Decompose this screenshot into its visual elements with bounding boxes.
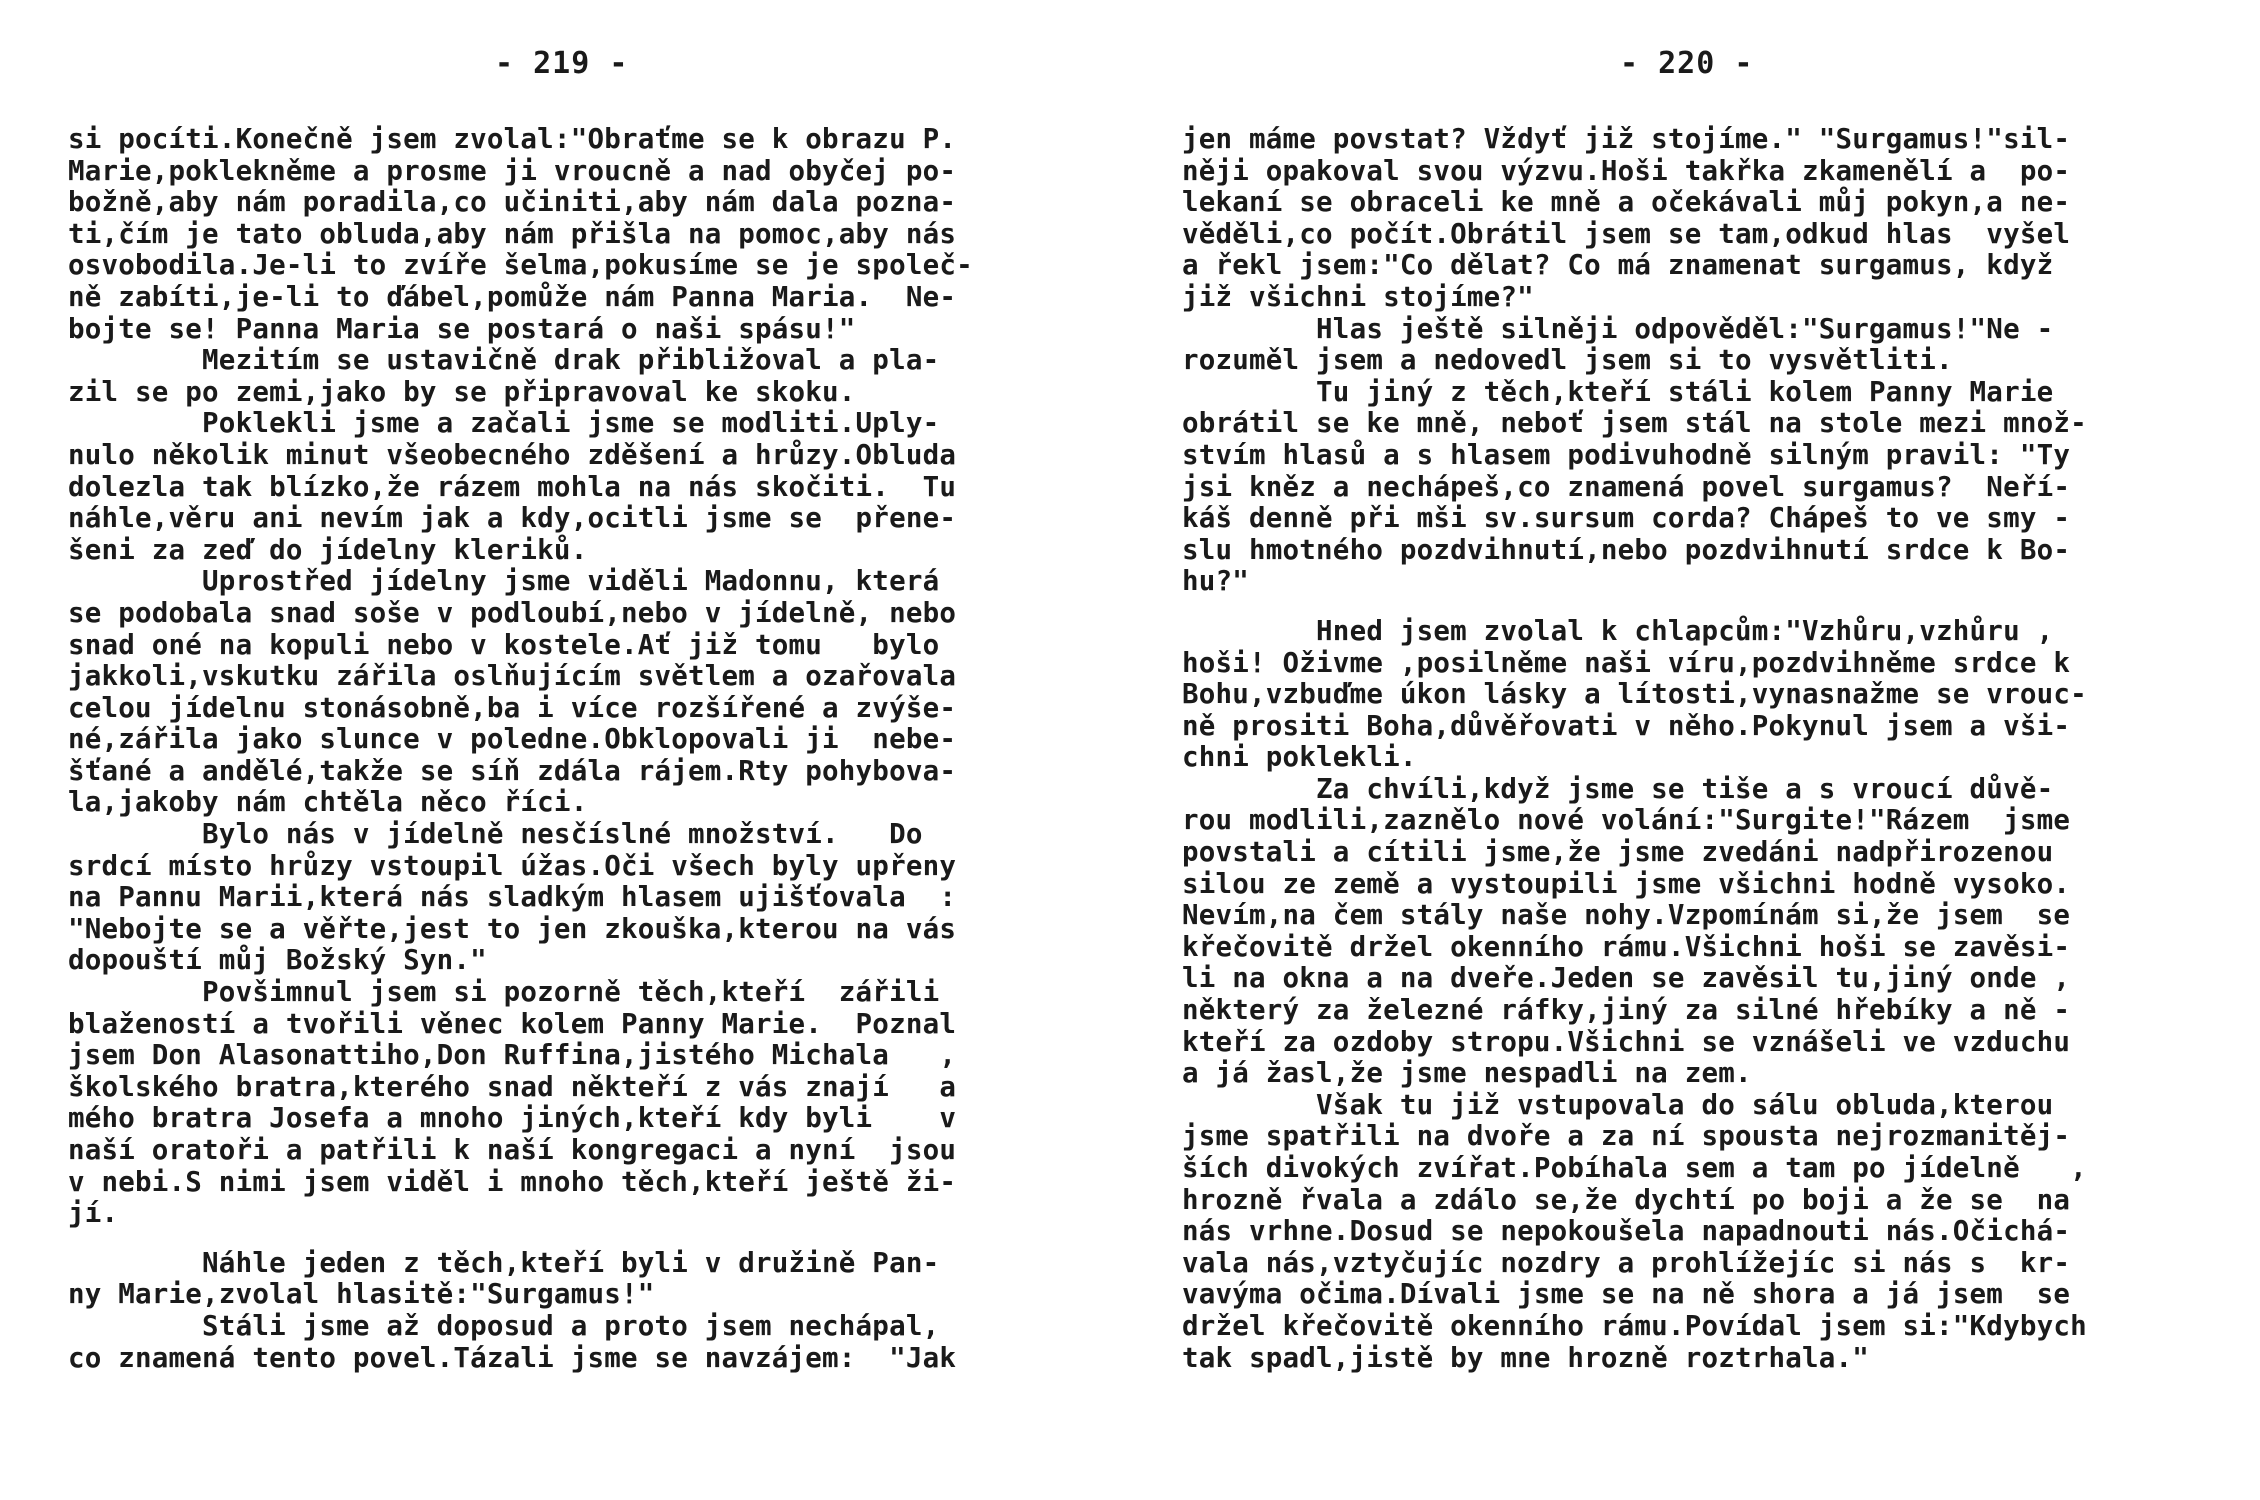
text-line: Bohu,vzbuďme úkon lásky a lítosti,vynasnažme se vrouc-	[1182, 678, 2087, 711]
text-line: slu hmotného pozdvihnutí,nebo pozdvihnutí srdce k Bo-	[1182, 533, 2071, 566]
text-line: a řekl jsem:"Co dělat? Co má znamenat surgamus, když	[1182, 249, 2054, 282]
text-line: Tu jiný z těch,kteří stáli kolem Panny Marie	[1182, 375, 2054, 408]
text-line: povstali a cítili jsme,že jsme zvedáni nadpřirozenou	[1182, 836, 2054, 869]
paragraph-gap	[68, 1230, 1098, 1248]
text-line: šťané a andělé,takže se síň zdála rájem.Rty pohybova-	[68, 754, 957, 787]
text-line: naší oratoři a patřili k naší kongregaci a nyní jsou	[68, 1134, 957, 1166]
text-line: Uprostřed jídelny jsme viděli Madonnu, která	[68, 565, 940, 598]
text-line: nulo několik minut všeobecného zděšení a hrůzy.Obluda	[68, 438, 957, 471]
text-line: silou ze země a vystoupili jsme všichni hodně vysoko.	[1182, 867, 2071, 900]
text-line: křečovitě držel okenního rámu.Všichni hoši se zavěsi-	[1182, 930, 2071, 963]
text-line: chni poklekli.	[1182, 741, 1417, 774]
text-line: v nebi.S nimi jsem viděl i mnoho těch,kteří ještě ži-	[68, 1165, 957, 1198]
text-line: hoši! Oživme ,posilněme naši víru,pozdvihněme srdce k	[1182, 646, 2071, 679]
text-line: mého bratra Josefa a mnoho jiných,kteří kdy byli v	[68, 1102, 957, 1135]
text-line: káš denně při mši sv.sursum corda? Chápeš to ve smy -	[1182, 502, 2071, 535]
text-line: jen máme povstat? Vždyť již stojíme." "Surgamus!"sil-	[1182, 123, 2071, 155]
text-line: vala nás,vztyčujíc nozdry a prohlížejíc si nás s kr-	[1182, 1246, 2071, 1279]
text-line: šeni za zeď do jídelny kleriků.	[68, 533, 588, 566]
text-line: li na okna a na dveře.Jeden se zavěsil tu,jiný onde ,	[1182, 962, 2071, 995]
text-line: si pocíti.Konečně jsem zvolal:"Obraťme se k obrazu P.	[68, 123, 957, 155]
text-line: celou jídelnu stonásobně,ba i více rozšířené a zvýše-	[68, 691, 957, 724]
text-line: Mezitím se ustavičně drak přibližoval a pla-	[68, 344, 940, 377]
text-line: nás vrhne.Dosud se nepokoušela napadnouti nás.Očichá-	[1182, 1215, 2071, 1248]
text-line: ně prositi Boha,důvěřovati v něho.Pokynul jsem a vši-	[1182, 709, 2071, 742]
text-line: Povšimnul jsem si pozorně těch,kteří zářili	[68, 976, 940, 1009]
text-line: dolezla tak blízko,že rázem mohla na nás skočiti. Tu	[68, 470, 957, 503]
text-line: náhle,věru ani nevím jak a kdy,ocitli jsme se přene-	[68, 502, 957, 535]
text-line: věděli,co počít.Obrátil jsem se tam,odkud hlas vyšel	[1182, 217, 2071, 250]
text-line: ně zabíti,je-li to ďábel,pomůže nám Panna Maria. Ne-	[68, 280, 957, 313]
text-line: ny Marie,zvolal hlasitě:"Surgamus!"	[68, 1278, 655, 1311]
text-line: snad oné na kopuli nebo v kostele.Ať již tomu bylo	[68, 628, 940, 661]
text-line: Hned jsem zvolal k chlapcům:"Vzhůru,vzhůru ,	[1182, 614, 2054, 647]
text-line: la,jakoby nám chtěla něco říci.	[68, 786, 588, 819]
text-line: Za chvíli,když jsme se tiše a s vroucí důvě-	[1182, 772, 2054, 805]
text-line: jsi kněz a nechápeš,co znamená povel surgamus? Neří-	[1182, 470, 2071, 503]
text-line: školského bratra,kterého snad někteří z vás znají a	[68, 1070, 957, 1103]
text-line: Poklekli jsme a začali jsme se modliti.Uply-	[68, 407, 940, 440]
text-line: Však tu již vstupovala do sálu obluda,kterou	[1182, 1088, 2054, 1121]
text-line: Stáli jsme až doposud a proto jsem nechápal,	[68, 1309, 940, 1342]
text-line: držel křečovitě okenního rámu.Povídal jsem si:"Kdybych	[1182, 1309, 2087, 1342]
text-line: hu?"	[1182, 565, 1250, 598]
text-line: vavýma očima.Dívali jsme se na ně shora a já jsem se	[1182, 1278, 2071, 1311]
text-line: jsme spatřili na dvoře a za ní spousta nejrozmanitěj-	[1182, 1120, 2071, 1153]
text-line: tak spadl,jistě by mne hrozně roztrhala."	[1182, 1341, 1870, 1374]
right-page	[1130, 0, 2260, 1500]
text-line: obrátil se ke mně, neboť jsem stál na stole mezi množ-	[1182, 407, 2087, 440]
text-line: jakkoli,vskutku zářila oslňujícím světlem a ozařovala	[68, 660, 957, 693]
text-line: Nevím,na čem stály naše nohy.Vzpomínám si,že jsem se	[1182, 899, 2071, 932]
text-line: Bylo nás v jídelně nesčíslné množství. Do	[68, 818, 923, 851]
text-line: jí.	[68, 1197, 119, 1230]
text-line: kteří za ozdoby stropu.Všichni se vznášeli ve vzduchu	[1182, 1025, 2071, 1058]
text-line: co znamená tento povel.Tázali jsme se navzájem: "Jak	[68, 1341, 957, 1374]
paragraph-gap	[1182, 598, 2222, 616]
text-line: osvobodila.Je-li to zvíře šelma,pokusíme se je společ-	[68, 249, 973, 282]
text-line: zil se po zemi,jako by se připravoval ke skoku.	[68, 375, 856, 408]
text-line: blažeností a tvořili věnec kolem Panny Marie. Poznal	[68, 1007, 957, 1040]
text-line: něji opakoval svou výzvu.Hoši takřka zkamenělí a po-	[1182, 154, 2071, 187]
text-line: jsem Don Alasonattiho,Don Ruffina,jistého Michala ,	[68, 1039, 957, 1072]
page-body-text	[68, 124, 1098, 1374]
text-line: lekaní se obraceli ke mně a očekávali můj pokyn,a ne-	[1182, 186, 2071, 219]
page-number: - 219 -	[495, 46, 629, 81]
text-line: a já žasl,že jsme nespadli na zem.	[1182, 1057, 1752, 1090]
page-number: - 220 -	[1620, 46, 1754, 81]
text-line: stvím hlasů a s hlasem podivuhodně silným pravil: "Ty	[1182, 438, 2071, 471]
text-line: již všichni stojíme?"	[1182, 280, 1534, 313]
text-line: některý za železné ráfky,jiný za silné hřebíky a ně -	[1182, 994, 2071, 1027]
text-line: rozuměl jsem a nedovedl jsem si to vysvětliti.	[1182, 344, 1953, 377]
text-line: hrozně řvala a zdálo se,že dychtí po boji a že se na	[1182, 1183, 2071, 1216]
text-line: ších divokých zvířat.Pobíhala sem a tam po jídelně ,	[1182, 1152, 2087, 1184]
text-line: ti,čím je tato obluda,aby nám přišla na pomoc,aby nás	[68, 217, 957, 250]
text-line: dopouští můj Božský Syn."	[68, 944, 487, 977]
text-line: né,zářila jako slunce v poledne.Obklopovali ji nebe-	[68, 723, 957, 756]
text-line: Hlas ještě silněji odpověděl:"Surgamus!"Ne -	[1182, 312, 2054, 345]
text-line: srdcí místo hrůzy vstoupil úžas.Oči všech byly upřeny	[68, 849, 957, 882]
text-line: na Pannu Marii,která nás sladkým hlasem ujišťovala :	[68, 881, 957, 914]
text-line: božně,aby nám poradila,co učiniti,aby nám dala pozna-	[68, 186, 957, 219]
text-line: "Nebojte se a věřte,jest to jen zkouška,kterou na vás	[68, 912, 957, 945]
page-body-text	[1182, 124, 2222, 1374]
text-line: Marie,poklekněme a prosme ji vroucně a nad obyčej po-	[68, 154, 957, 187]
text-line: bojte se! Panna Maria se postará o naši spásu!"	[68, 312, 856, 345]
text-line: Náhle jeden z těch,kteří byli v družině Pan-	[68, 1246, 940, 1279]
text-line: rou modlili,zaznělo nové volání:"Surgite!"Rázem jsme	[1182, 804, 2071, 837]
text-line: se podobala snad soše v podloubí,nebo v jídelně, nebo	[68, 596, 957, 629]
